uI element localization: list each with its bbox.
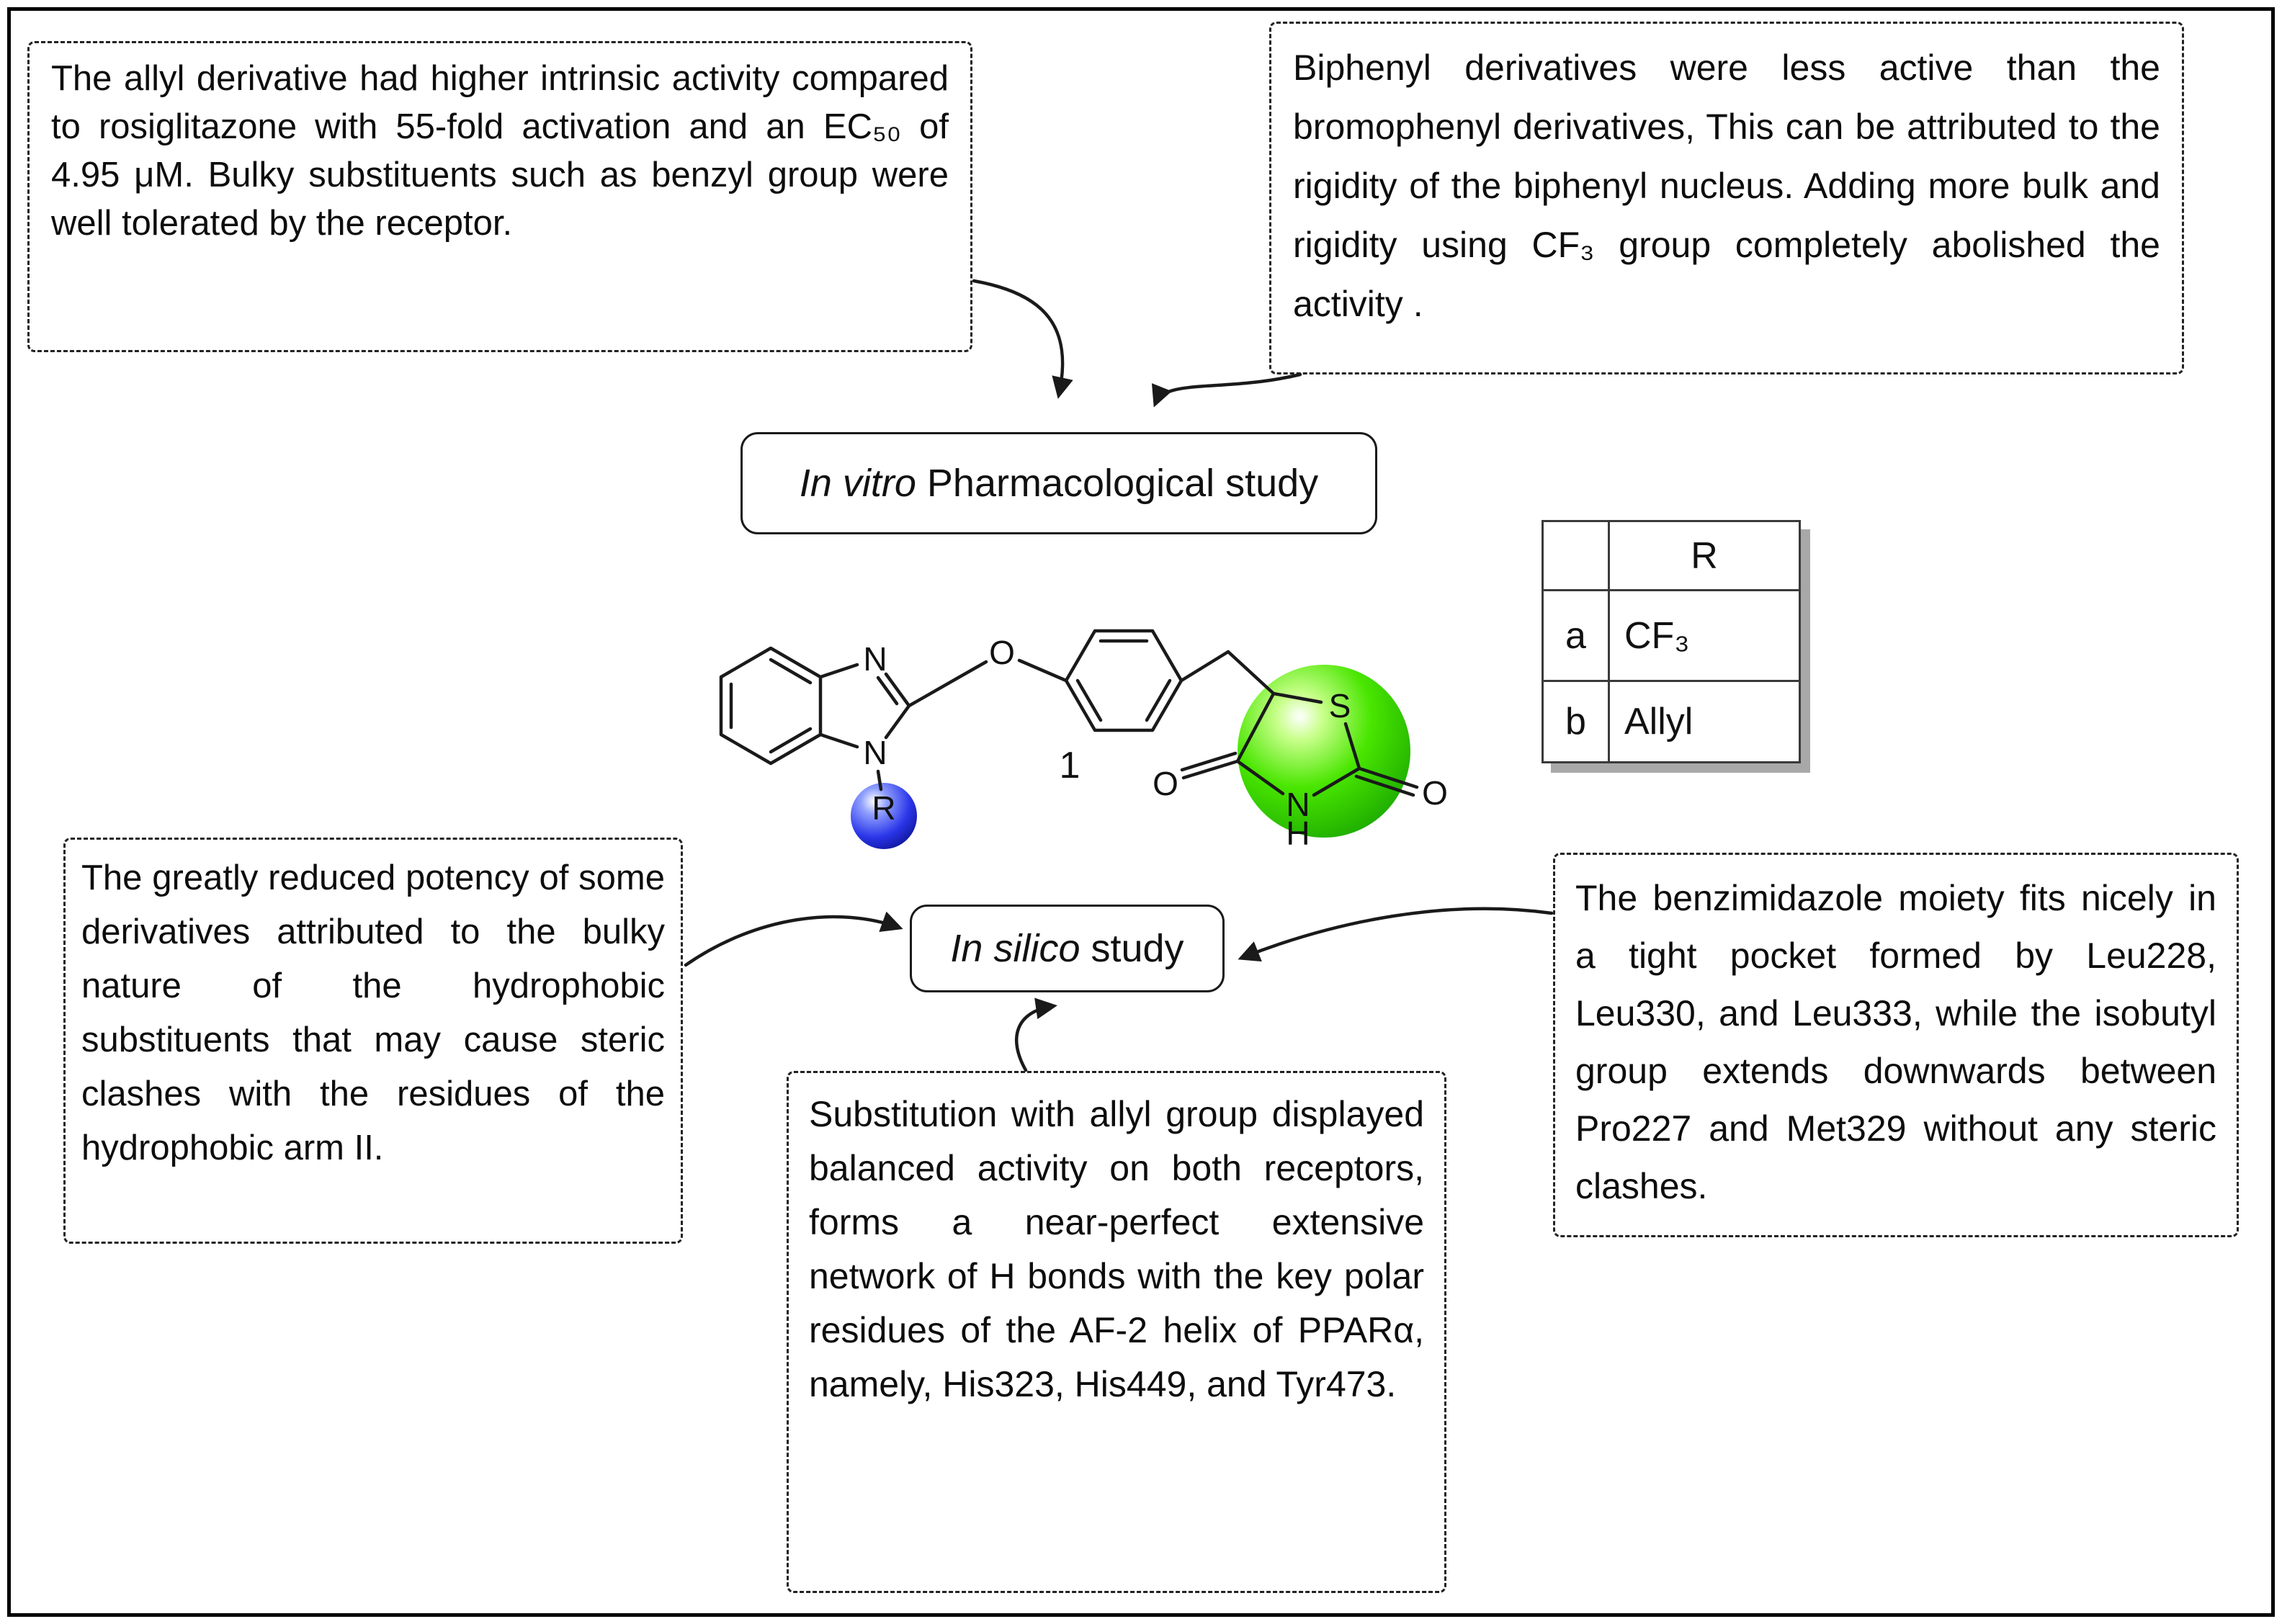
callout-biphenyl	[1269, 22, 2184, 374]
callout-allyl-docking-text: Substitution with allyl group displayed balanced activity on both receptors, forms a near-perfect extensive network of H bonds with the key polar residues of the AF-2 helix of PPARα, namely, His323, His449, and Tyr473.	[809, 1094, 1424, 1404]
table-header-r-cell: R	[1691, 534, 1718, 577]
invitro-study-box	[740, 432, 1377, 534]
table-row-b-key: b	[1544, 682, 1610, 761]
atom-label-carbonyl-o-left: O	[1153, 765, 1178, 802]
callout-allyl-activity-text: The allyl derivative had higher intrinsic activity compared to rosiglitazone with 55-fold activation and an EC₅₀ of 4.95 μM. Bulky substituents such as benzyl group were well tolerated by the receptor.	[51, 59, 949, 243]
atom-label-carbonyl-o-right: O	[1422, 774, 1448, 812]
table-row-a-value: CF₃	[1624, 614, 1690, 657]
atom-label-amine-n: N	[863, 734, 887, 771]
atom-label-ring-h: H	[1286, 815, 1310, 852]
callout-reduced-potency-text: The greatly reduced potency of some derivatives attributed to the bulky nature of the hydrophobic substituents that may cause steric clashes with the residues of the hydrophobic arm II.	[81, 858, 665, 1167]
atom-label-imine-n: N	[863, 640, 887, 678]
callout-benzimidazole-pocket	[1553, 853, 2239, 1237]
substituent-table	[1542, 520, 1801, 763]
insilico-rest-label: study	[1080, 927, 1184, 970]
linker-bonds	[909, 652, 1274, 706]
callout-reduced-potency	[63, 838, 683, 1244]
table-row-b-value: Allyl	[1624, 701, 1693, 743]
callout-benzimidazole-pocket-text: The benzimidazole moiety fits nicely in a tight pocket formed by Leu228, Leu330, and Leu333, while the isobutyl group extends downwards between Pro227 and Met329 without any steric clashes.	[1575, 878, 2216, 1206]
atom-label-ring-n: N	[1286, 786, 1310, 823]
table-header-row	[1544, 522, 1799, 591]
table-row-a	[1544, 591, 1799, 682]
callout-allyl-activity	[27, 41, 972, 352]
table-row-a-key: a	[1544, 591, 1610, 680]
table-header-empty-cell	[1544, 522, 1610, 589]
phenyl-ring-bonds	[1066, 631, 1181, 730]
atom-label-ether-o: O	[989, 634, 1015, 671]
atom-label-r-group: R	[872, 789, 896, 827]
tzd-highlight-sphere	[1238, 665, 1410, 838]
callout-allyl-docking	[787, 1071, 1446, 1593]
invitro-rest-label: Pharmacological study	[916, 462, 1319, 505]
compound-structure	[677, 573, 1542, 918]
callout-biphenyl-text: Biphenyl derivatives were less active than the bromophenyl derivatives, This can be attributed to the rigidity of the biphenyl nucleus. Adding more bulk and rigidity using CF₃ group completely abolished the activity .	[1293, 48, 2160, 324]
table-row-b	[1544, 682, 1799, 761]
compound-number-label: 1	[1059, 745, 1080, 786]
invitro-italic-label: In vitro	[799, 462, 916, 505]
atom-label-sulfur: S	[1328, 687, 1351, 724]
insilico-italic-label: In silico	[950, 927, 1080, 970]
